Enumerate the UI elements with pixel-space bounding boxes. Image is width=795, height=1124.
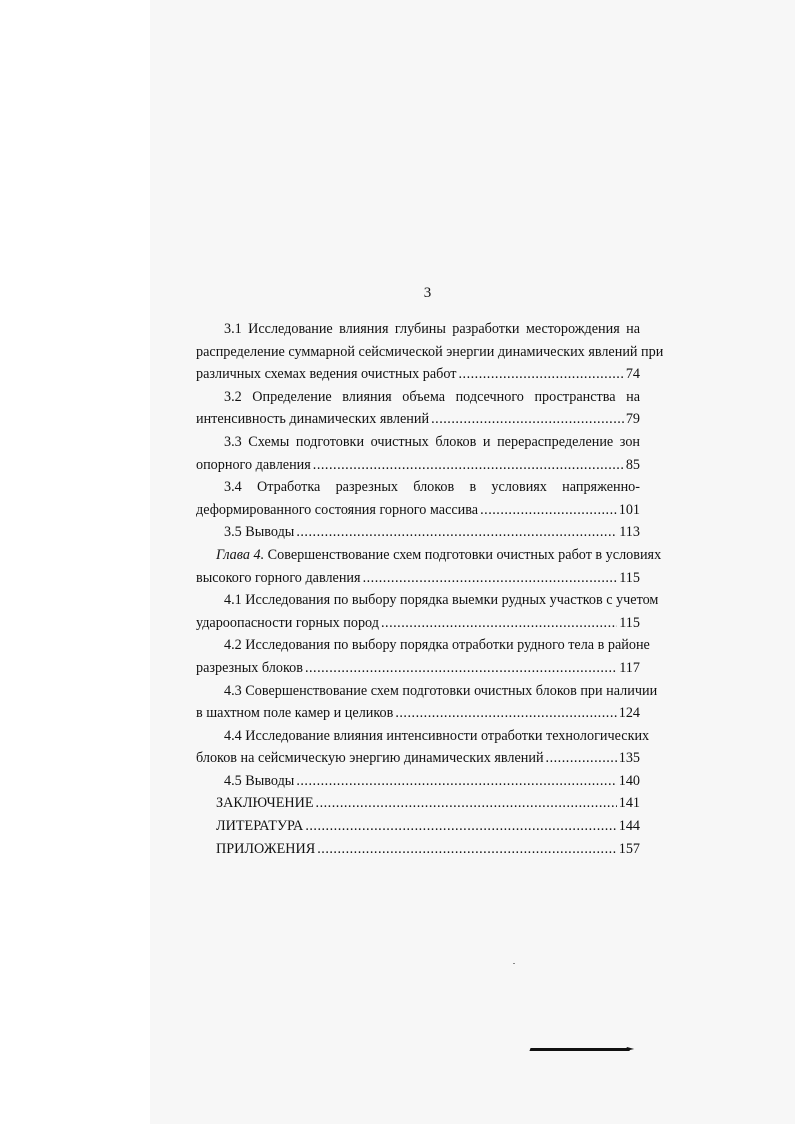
- toc-entry-title: удароопасности горных пород: [196, 614, 379, 631]
- toc-leader-dots: [458, 363, 623, 386]
- toc-entry-title: ЛИТЕРАТУРА: [216, 818, 304, 835]
- toc-page-number: 115: [619, 569, 640, 586]
- chapter-label: Глава 4.: [216, 546, 265, 563]
- toc-entry-title: различных схемах ведения очистных работ: [196, 366, 457, 383]
- toc-chapter-line: [196, 544, 662, 567]
- toc-leader-dots: [316, 792, 617, 815]
- toc-entry-title: деформированного состояния горного массива: [196, 501, 479, 518]
- toc-entry-title: ЗАКЛЮЧЕНИЕ: [216, 795, 314, 812]
- toc-entry-literature[interactable]: [196, 815, 640, 838]
- toc-entry-4-3[interactable]: [196, 680, 658, 725]
- toc-leader-dots: [305, 815, 616, 838]
- toc-entry-4-4[interactable]: [196, 725, 650, 770]
- toc-page-number: 141: [618, 795, 640, 812]
- toc-page-number: 135: [618, 750, 640, 767]
- toc-entry-title: высокого горного давления: [196, 569, 361, 586]
- toc-entry-title: опорного давления: [196, 456, 311, 473]
- toc-page-number: 140: [618, 772, 640, 789]
- toc-entry-3-2[interactable]: [196, 386, 640, 431]
- toc-entry-4-1[interactable]: [196, 589, 659, 634]
- toc-entry-text-line: 4.2 Исследования по выбору порядка отработки рудного тела в районе: [224, 637, 650, 654]
- toc-page-number: 113: [619, 524, 640, 541]
- toc-entry-text-line: 4.4 Исследование влияния интенсивности отработки технологических: [224, 727, 650, 744]
- toc-entry-3-5[interactable]: [196, 521, 640, 544]
- toc-entry-title: ПРИЛОЖЕНИЯ: [216, 840, 316, 857]
- toc-entry-text-line: 3.2 Определение влияния объема подсечного пространства на: [224, 388, 640, 405]
- toc-leader-dots: [431, 408, 624, 431]
- toc-entry-text-line: 3.4 Отработка разрезных блоков в условиях напряженно-: [224, 479, 640, 496]
- toc-page-number: 117: [619, 659, 640, 676]
- toc-leader-dots: [296, 521, 617, 544]
- toc-leader-dots: [480, 499, 617, 522]
- toc-page-number: 101: [618, 501, 640, 518]
- toc-leader-dots: [381, 612, 617, 635]
- toc-leader-dots: [546, 747, 617, 770]
- toc-entry-3-3[interactable]: [196, 431, 640, 476]
- pen-stroke-mark: [529, 1048, 630, 1051]
- page-number: 3: [423, 285, 432, 301]
- toc-entry-title: интенсивность динамических явлений: [196, 411, 430, 428]
- toc-page-number: 74: [625, 366, 640, 383]
- toc-page-number: 144: [618, 818, 640, 835]
- toc-entry-conclusion[interactable]: [196, 792, 640, 815]
- toc-page-number: 124: [618, 705, 640, 722]
- toc-leader-dots: [363, 567, 618, 590]
- toc-leader-dots: [305, 657, 617, 680]
- table-of-contents: [196, 318, 664, 860]
- toc-entry-text-line: 3.3 Схемы подготовки очистных блоков и перераспределение зон: [224, 433, 640, 450]
- toc-page-number: 157: [618, 840, 640, 857]
- toc-entry-text-line: 3.1 Исследование влияния глубины разработки месторождения на: [224, 321, 640, 337]
- toc-entry-title: блоков на сейсмическую энергию динамических явлений: [196, 750, 544, 767]
- toc-entry-3-4[interactable]: [196, 476, 640, 521]
- toc-entry-chapter-4[interactable]: [196, 544, 662, 589]
- toc-leader-dots: [296, 770, 616, 793]
- toc-page-number: 115: [619, 614, 640, 631]
- toc-entry-title: 3.5 Выводы: [224, 524, 295, 541]
- toc-page-number: 85: [625, 456, 640, 473]
- scan-speck: [513, 963, 515, 964]
- toc-entry-title: в шахтном поле камер и целиков: [196, 705, 394, 722]
- toc-entry-appendix[interactable]: [196, 838, 640, 861]
- toc-entry-text-line: 4.3 Совершенствование схем подготовки очистных блоков при наличии: [224, 682, 658, 699]
- toc-leader-dots: [317, 838, 616, 861]
- toc-entry-4-2[interactable]: [196, 634, 650, 679]
- toc-entry-text-line: Совершенствование схем подготовки очистных работ в условиях: [267, 546, 662, 563]
- toc-entry-text-line: 4.1 Исследования по выбору порядка выемки рудных участков с учетом: [224, 592, 659, 609]
- toc-entry-4-5[interactable]: [196, 770, 640, 793]
- toc-entry-title: 4.5 Выводы: [224, 772, 295, 789]
- toc-entry-3-1[interactable]: [196, 318, 664, 386]
- toc-page-number: 79: [625, 411, 640, 428]
- toc-entry-title: разрезных блоков: [196, 659, 303, 676]
- toc-leader-dots: [395, 702, 616, 725]
- toc-entry-text-line: распределение суммарной сейсмической энергии динамических явлений при: [196, 343, 664, 360]
- toc-leader-dots: [313, 454, 624, 477]
